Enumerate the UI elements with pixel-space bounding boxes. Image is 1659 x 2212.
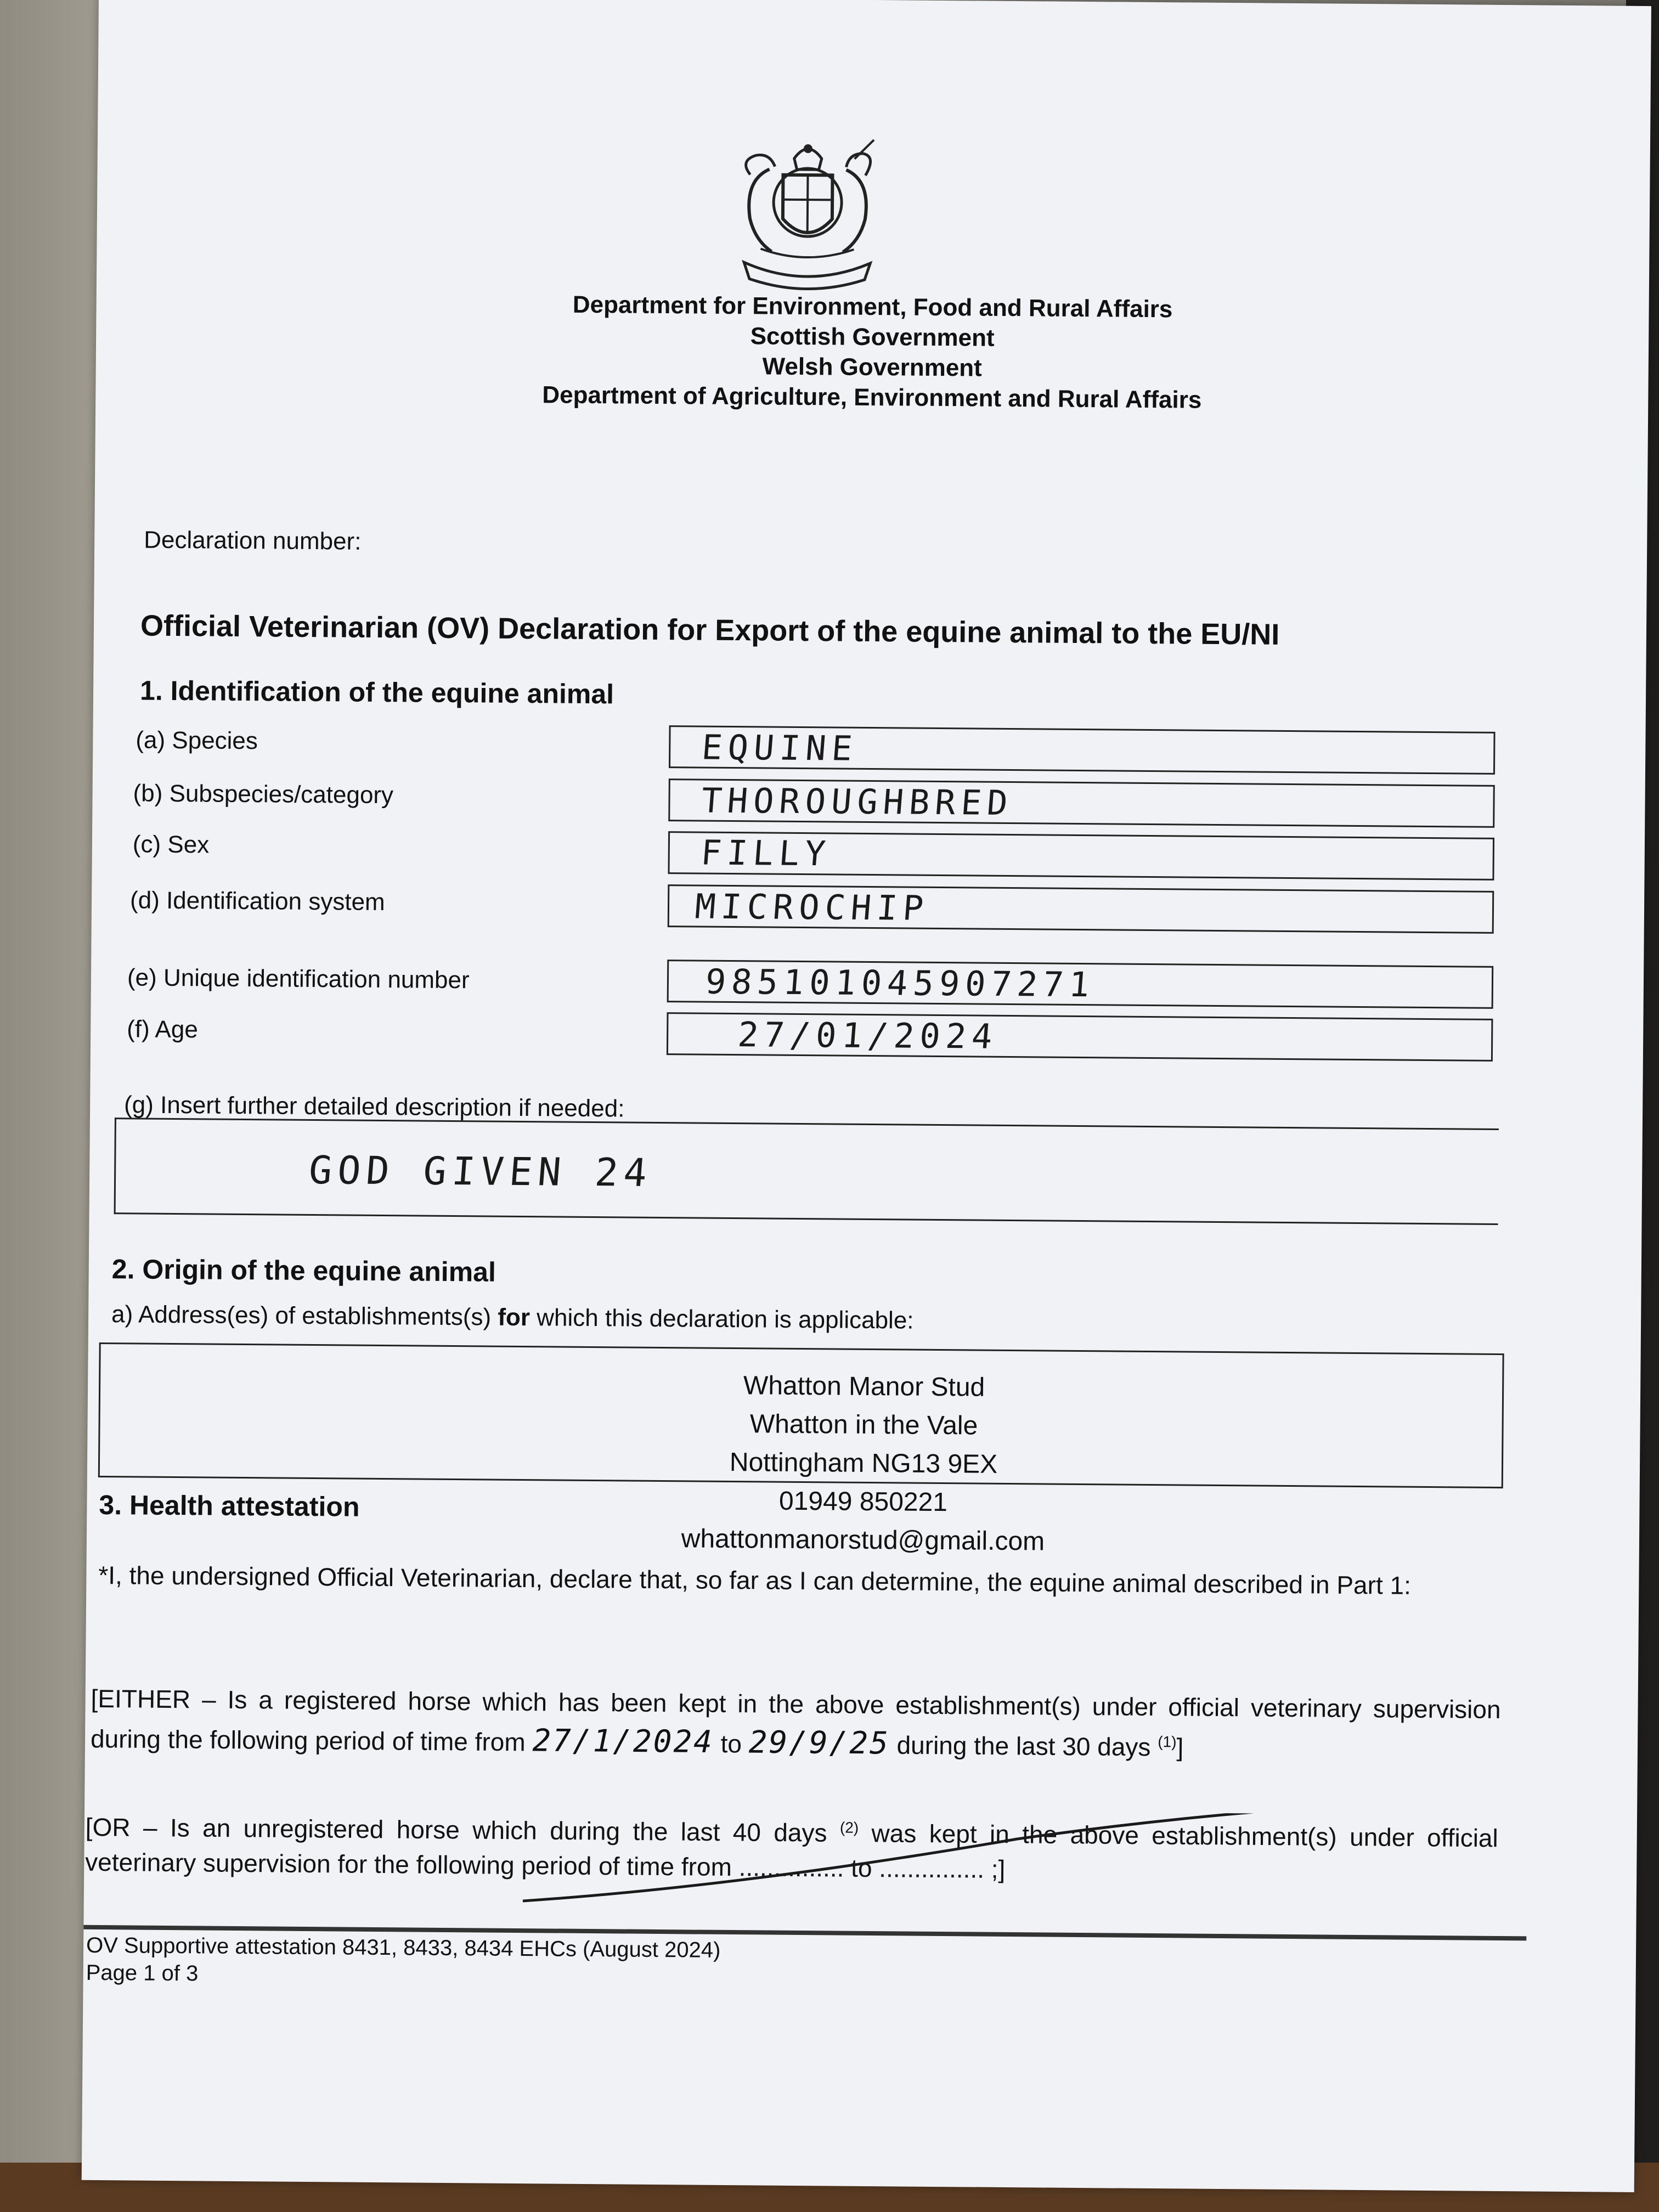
address-line-2: Whatton in the Vale <box>749 1409 978 1441</box>
department-line-3: Welsh Government <box>762 353 983 382</box>
sex-label: (c) Sex <box>132 831 210 859</box>
department-line-1: Department for Environment, Food and Rural Affairs <box>572 291 1173 323</box>
address-line-3: Nottingham NG13 9EX <box>729 1448 998 1479</box>
either-clause: [EITHER – Is a registered horse which has been kept in the above establishment(s) under official veterinary supervision during the following period of time from 27/1/2024 to 29/9/25 during the last 30 days $^{(1)}$] <box>90 1684 1501 1762</box>
sex-value: FILLY <box>699 832 833 874</box>
document-title: Official Veterinarian (OV) Declaration for Export of the equine animal to the EU/NI <box>140 609 1280 651</box>
address-label: a) Address(es) of establishments(s) for which this declaration is applicable: <box>111 1301 914 1334</box>
species-value: EQUINE <box>700 727 860 769</box>
strike-through-mark <box>523 1808 1511 1925</box>
further-description-value: GOD GIVEN 24 <box>307 1147 654 1195</box>
document-page <box>82 0 1651 2192</box>
section-1-heading: 1. Identification of the equine animal <box>139 675 614 710</box>
address-email: whattonmanorstud@gmail.com <box>681 1524 1045 1556</box>
further-description-label: (g) Insert further detailed description if needed: <box>123 1091 625 1122</box>
subspecies-label: (b) Subspecies/category <box>133 780 394 809</box>
health-declaration-text: *I, the undersigned Official Veterinarian, declare that, so far as I can determine, the equine animal described in Part 1: <box>98 1560 1412 1600</box>
declaration-number-label: Declaration number: <box>144 526 362 555</box>
unique-id-value: 985101045907271 <box>704 961 1097 1005</box>
or-clause: [OR – Is an unregistered horse which during the last 40 days $^{(2)}$ was kept in the above establishment(s) under official veterinary supervision for the following period of time from ............... to ............... ;] <box>85 1813 1498 1884</box>
footer-page-number: Page 1 of 3 <box>86 1960 199 1986</box>
identification-system-value: MICROCHIP <box>693 886 930 928</box>
unique-id-label: (e) Unique identification number <box>127 964 470 994</box>
royal-coat-of-arms-icon <box>716 136 899 291</box>
age-value: 27/01/2024 <box>736 1014 1000 1057</box>
species-label: (a) Species <box>136 726 258 755</box>
department-line-4: Department of Agriculture, Environment and Rural Affairs <box>542 381 1202 414</box>
identification-system-label: (d) Identification system <box>129 887 385 916</box>
section-2-heading: 2. Origin of the equine animal <box>111 1254 496 1288</box>
age-label: (f) Age <box>127 1015 199 1043</box>
address-phone: 01949 850221 <box>778 1486 948 1517</box>
section-3-heading: 3. Health attestation <box>99 1489 360 1522</box>
department-line-2: Scottish Government <box>750 323 995 352</box>
either-from-date: 27/1/2024 <box>532 1723 714 1760</box>
either-to-date: 29/9/25 <box>748 1724 890 1762</box>
footer-attestation: OV Supportive attestation 8431, 8433, 8434 EHCs (August 2024) <box>86 1933 721 1962</box>
address-line-1: Whatton Manor Stud <box>743 1371 985 1402</box>
subspecies-value: THOROUGHBRED <box>699 780 1015 823</box>
